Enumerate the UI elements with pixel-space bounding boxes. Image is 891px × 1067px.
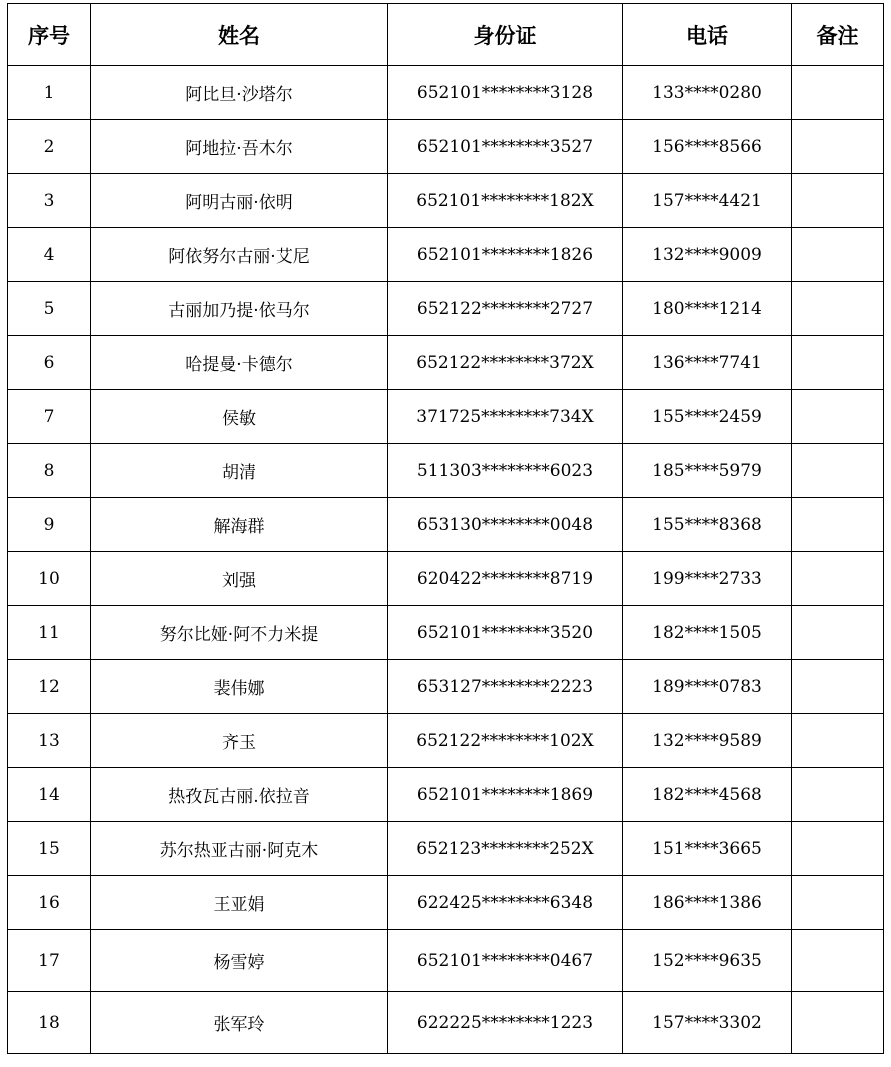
cell-name: 哈提曼·卡德尔 xyxy=(91,336,388,390)
cell-id-card: 652101********182X xyxy=(388,174,623,228)
table-row xyxy=(8,66,884,120)
table-row xyxy=(8,714,884,768)
cell-name: 热孜瓦古丽.依拉音 xyxy=(91,768,388,822)
cell-remark xyxy=(792,498,884,552)
cell-remark xyxy=(792,282,884,336)
cell-index: 4 xyxy=(8,228,91,282)
header-index: 序号 xyxy=(8,4,91,66)
cell-id-card: 652101********3128 xyxy=(388,66,623,120)
cell-phone: 157****3302 xyxy=(623,992,792,1054)
cell-index: 9 xyxy=(8,498,91,552)
cell-id-card: 652101********1826 xyxy=(388,228,623,282)
cell-remark xyxy=(792,930,884,992)
cell-remark xyxy=(792,992,884,1054)
table-row xyxy=(8,228,884,282)
cell-id-card: 653130********0048 xyxy=(388,498,623,552)
cell-remark xyxy=(792,606,884,660)
cell-index: 15 xyxy=(8,822,91,876)
table-row xyxy=(8,660,884,714)
cell-id-card: 652101********3520 xyxy=(388,606,623,660)
cell-id-card: 622425********6348 xyxy=(388,876,623,930)
cell-name: 齐玉 xyxy=(91,714,388,768)
cell-name: 解海群 xyxy=(91,498,388,552)
header-name: 姓名 xyxy=(91,4,388,66)
cell-phone: 199****2733 xyxy=(623,552,792,606)
cell-name: 阿地拉·吾木尔 xyxy=(91,120,388,174)
cell-index: 7 xyxy=(8,390,91,444)
table-row xyxy=(8,876,884,930)
cell-phone: 182****4568 xyxy=(623,768,792,822)
cell-remark xyxy=(792,390,884,444)
cell-name: 努尔比娅·阿不力米提 xyxy=(91,606,388,660)
header-remark: 备注 xyxy=(792,4,884,66)
table-row xyxy=(8,390,884,444)
table-row xyxy=(8,444,884,498)
cell-name: 苏尔热亚古丽·阿克木 xyxy=(91,822,388,876)
cell-phone: 157****4421 xyxy=(623,174,792,228)
table-row xyxy=(8,606,884,660)
cell-phone: 132****9589 xyxy=(623,714,792,768)
table-row xyxy=(8,992,884,1054)
cell-remark xyxy=(792,444,884,498)
cell-phone: 136****7741 xyxy=(623,336,792,390)
cell-id-card: 652101********0467 xyxy=(388,930,623,992)
cell-index: 2 xyxy=(8,120,91,174)
cell-index: 1 xyxy=(8,66,91,120)
cell-id-card: 620422********8719 xyxy=(388,552,623,606)
cell-name: 阿依努尔古丽·艾尼 xyxy=(91,228,388,282)
header-row xyxy=(8,4,884,66)
cell-remark xyxy=(792,174,884,228)
cell-index: 18 xyxy=(8,992,91,1054)
cell-id-card: 652123********252X xyxy=(388,822,623,876)
cell-name: 胡清 xyxy=(91,444,388,498)
cell-index: 13 xyxy=(8,714,91,768)
cell-remark xyxy=(792,336,884,390)
cell-id-card: 652122********102X xyxy=(388,714,623,768)
cell-phone: 185****5979 xyxy=(623,444,792,498)
cell-index: 10 xyxy=(8,552,91,606)
header-id-card: 身份证 xyxy=(388,4,623,66)
cell-name: 张军玲 xyxy=(91,992,388,1054)
cell-index: 16 xyxy=(8,876,91,930)
roster-body xyxy=(8,66,884,1054)
cell-index: 3 xyxy=(8,174,91,228)
cell-id-card: 653127********2223 xyxy=(388,660,623,714)
cell-remark xyxy=(792,660,884,714)
cell-remark xyxy=(792,768,884,822)
cell-index: 6 xyxy=(8,336,91,390)
table-row xyxy=(8,336,884,390)
table-row xyxy=(8,768,884,822)
cell-phone: 152****9635 xyxy=(623,930,792,992)
cell-index: 14 xyxy=(8,768,91,822)
cell-index: 17 xyxy=(8,930,91,992)
cell-remark xyxy=(792,66,884,120)
cell-remark xyxy=(792,822,884,876)
cell-name: 王亚娟 xyxy=(91,876,388,930)
cell-name: 杨雪婷 xyxy=(91,930,388,992)
cell-phone: 151****3665 xyxy=(623,822,792,876)
cell-remark xyxy=(792,552,884,606)
header-phone: 电话 xyxy=(623,4,792,66)
cell-id-card: 652101********1869 xyxy=(388,768,623,822)
table-row xyxy=(8,282,884,336)
table-row xyxy=(8,498,884,552)
cell-index: 5 xyxy=(8,282,91,336)
roster-table xyxy=(7,3,884,1054)
cell-phone: 155****8368 xyxy=(623,498,792,552)
cell-name: 侯敏 xyxy=(91,390,388,444)
cell-name: 刘强 xyxy=(91,552,388,606)
cell-remark xyxy=(792,228,884,282)
cell-name: 阿比旦·沙塔尔 xyxy=(91,66,388,120)
cell-phone: 180****1214 xyxy=(623,282,792,336)
cell-phone: 133****0280 xyxy=(623,66,792,120)
cell-index: 8 xyxy=(8,444,91,498)
cell-index: 11 xyxy=(8,606,91,660)
cell-name: 裴伟娜 xyxy=(91,660,388,714)
cell-id-card: 652101********3527 xyxy=(388,120,623,174)
cell-remark xyxy=(792,120,884,174)
table-row xyxy=(8,552,884,606)
table-row xyxy=(8,930,884,992)
cell-phone: 156****8566 xyxy=(623,120,792,174)
cell-remark xyxy=(792,714,884,768)
cell-index: 12 xyxy=(8,660,91,714)
cell-phone: 186****1386 xyxy=(623,876,792,930)
cell-id-card: 652122********372X xyxy=(388,336,623,390)
cell-id-card: 622225********1223 xyxy=(388,992,623,1054)
table-row xyxy=(8,174,884,228)
cell-id-card: 511303********6023 xyxy=(388,444,623,498)
table-row xyxy=(8,822,884,876)
cell-phone: 155****2459 xyxy=(623,390,792,444)
cell-name: 阿明古丽·依明 xyxy=(91,174,388,228)
table-row xyxy=(8,120,884,174)
cell-id-card: 371725********734X xyxy=(388,390,623,444)
cell-phone: 189****0783 xyxy=(623,660,792,714)
cell-phone: 132****9009 xyxy=(623,228,792,282)
cell-remark xyxy=(792,876,884,930)
cell-name: 古丽加乃提·依马尔 xyxy=(91,282,388,336)
cell-id-card: 652122********2727 xyxy=(388,282,623,336)
cell-phone: 182****1505 xyxy=(623,606,792,660)
